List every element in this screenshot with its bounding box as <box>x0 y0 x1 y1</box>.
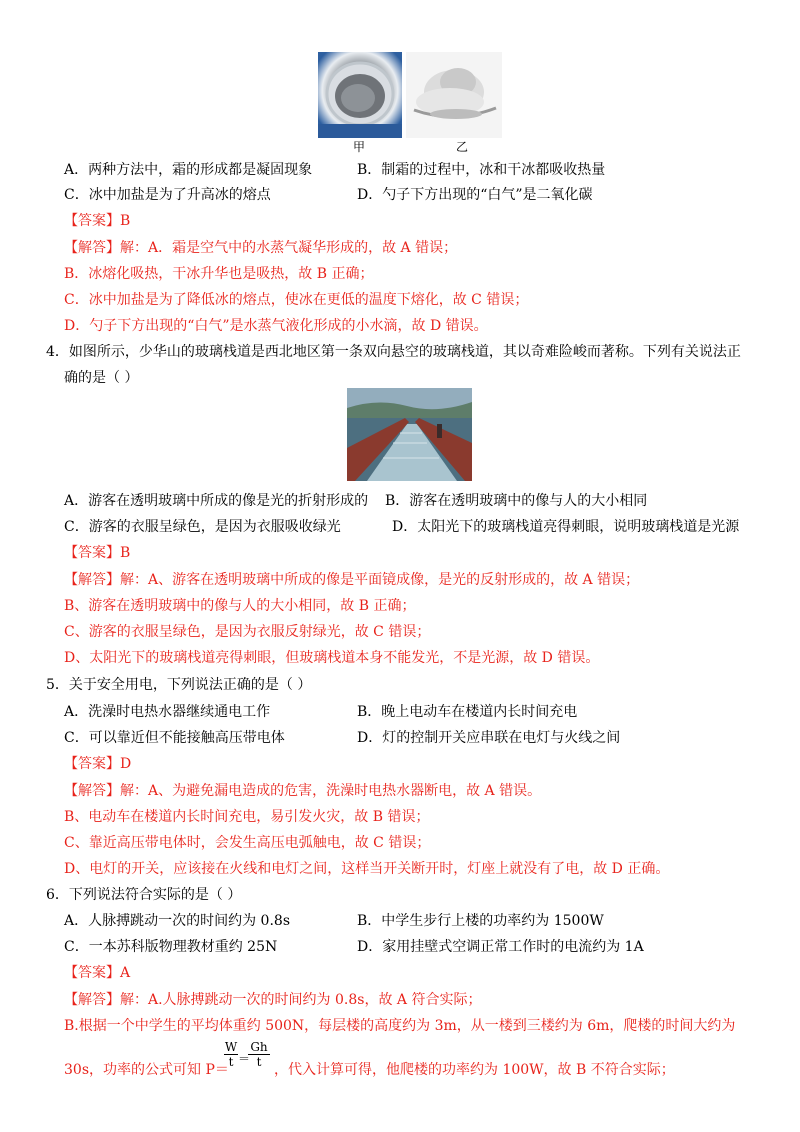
q3-answer: 【答案】B <box>64 213 131 229</box>
q4-option-d: D．太阳光下的玻璃栈道亮得刺眼，说明玻璃栈道是光源 <box>392 519 740 535</box>
glass-walkway-image <box>347 388 472 481</box>
q4-option-b: B．游客在透明玻璃中的像与人的大小相同 <box>385 493 648 509</box>
q4-analysis-line: C、游客的衣服呈绿色，是因为衣服反射绿光，故 C 错误； <box>64 624 431 640</box>
fraction-numerator: W <box>224 1040 238 1054</box>
figure-label-yi: 乙 <box>456 140 469 154</box>
q4-option-c: C．游客的衣服呈绿色，是因为衣服吸收绿光 <box>64 519 341 535</box>
q3-analysis-line: 【解答】解：A．霜是空气中的水蒸气凝华形成的，故 A 错误； <box>64 240 458 256</box>
q4-analysis-line: B、游客在透明玻璃中的像与人的大小相同，故 B 正确； <box>64 598 416 614</box>
q3-analysis-line: D．勺子下方出现的“白气”是水蒸气液化形成的小水滴，故 D 错误。 <box>64 318 488 334</box>
q5-option-b: B．晚上电动车在楼道内长时间充电 <box>357 704 578 720</box>
figure-glass-walkway <box>347 388 472 481</box>
q6-analysis-formula-suffix: ，代入计算可得，他爬楼的功率约为 100W，故 B 不符合实际； <box>274 1062 675 1078</box>
frost-can-image <box>318 52 402 138</box>
q6-analysis-line: 【解答】解：A.人脉搏跳动一次的时间约为 0.8s，故 A 符合实际； <box>64 992 482 1008</box>
q5-option-a: A．洗澡时电热水器继续通电工作 <box>64 704 271 720</box>
q6-answer: 【答案】A <box>64 965 131 981</box>
q4-stem-cont: 确的是（ ） <box>64 370 139 386</box>
fraction-gh-over-t <box>248 1040 270 1069</box>
q6-option-d: D．家用挂壁式空调正常工作时的电流约为 1A <box>357 939 644 955</box>
q6-option-a: A．人脉搏跳动一次的时间约为 0.8s <box>64 913 291 929</box>
q6-analysis-formula-prefix: 30s，功率的公式可知 P＝ <box>64 1062 229 1078</box>
q5-analysis-line: C、靠近高压带电体时，会发生高压电弧触电，故 C 错误； <box>64 835 431 851</box>
equals-sign: ＝ <box>238 1052 251 1066</box>
figure-label-jia: 甲 <box>353 140 366 154</box>
q6-option-c: C．一本苏科版物理教材重约 25N <box>64 939 278 955</box>
q3-option-a: A．两种方法中，霜的形成都是凝固现象 <box>64 162 313 178</box>
q4-analysis-line: 【解答】解：A、游客在透明玻璃中所成的像是平面镜成像，是光的反射形成的，故 A 错误； <box>64 572 640 588</box>
q3-option-b: B．制霜的过程中，冰和干冰都吸收热量 <box>357 162 606 178</box>
q4-option-a: A．游客在透明玻璃中所成的像是光的折射形成的 <box>64 493 369 509</box>
figure-jia-frost-can <box>318 52 402 138</box>
fraction-denominator: t <box>248 1054 270 1069</box>
q5-analysis-line: 【解答】解：A、为避免漏电造成的危害，洗澡时电热水器断电，故 A 错误。 <box>64 783 542 799</box>
q6-analysis-line: B.根据一个中学生的平均体重约 500N，每层楼的高度约为 3m，从一楼到三楼约为 6m，爬楼的时间大约为 <box>64 1018 736 1034</box>
q5-stem: 5．关于安全用电，下列说法正确的是（ ） <box>46 677 312 693</box>
fraction-w-over-t <box>224 1040 238 1069</box>
q6-stem: 6．下列说法符合实际的是（ ） <box>46 887 242 903</box>
q5-option-d: D．灯的控制开关应串联在电灯与火线之间 <box>357 730 621 746</box>
q4-analysis-line: D、太阳光下的玻璃栈道亮得刺眼，但玻璃栈道本身不能发光，不是光源，故 D 错误。 <box>64 650 600 666</box>
q3-analysis-line: C．冰中加盐是为了降低冰的熔点，使冰在更低的温度下熔化，故 C 错误； <box>64 292 529 308</box>
q3-option-d: D．勺子下方出现的“白气”是二氧化碳 <box>357 187 593 203</box>
figure-yi-spoon-vapor <box>406 52 502 138</box>
q5-option-c: C．可以靠近但不能接触高压带电体 <box>64 730 285 746</box>
fraction-denominator: t <box>224 1054 238 1069</box>
q4-stem: 4．如图所示，少华山的玻璃栈道是西北地区第一条双向悬空的玻璃栈道，其以奇难险峻而著称。下列有关说法正 <box>46 344 741 360</box>
q6-option-b: B．中学生步行上楼的功率约为 1500W <box>357 913 604 929</box>
q5-analysis-line: B、电动车在楼道内长时间充电，易引发火灾，故 B 错误； <box>64 809 430 825</box>
q4-answer: 【答案】B <box>64 545 131 561</box>
q3-analysis-line: B．冰熔化吸热，干冰升华也是吸热，故 B 正确； <box>64 266 374 282</box>
q3-option-c: C．冰中加盐是为了升高冰的熔点 <box>64 187 271 203</box>
fraction-numerator: Gh <box>250 1040 268 1054</box>
spoon-vapor-image <box>406 52 502 138</box>
q5-analysis-line: D、电灯的开关，应该接在火线和电灯之间，这样当开关断开时，灯座上就没有了电，故 D 正确。 <box>64 861 670 877</box>
q5-answer: 【答案】D <box>64 756 132 772</box>
